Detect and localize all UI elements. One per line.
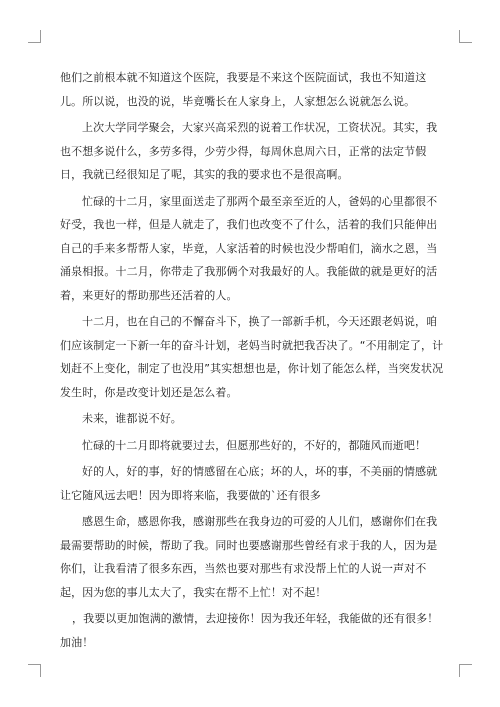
paragraph: 他们之前根本就不知道这个医院，我要是不来这个医院面试，我也不知道这儿。所以说，也没的说，毕竟嘴长在人家身上，人家想怎么说就怎么说。 — [60, 71, 427, 108]
paragraph: 未来，谁都说不好。 — [82, 412, 182, 425]
paragraph: 好的人，好的事，好的情感留在心底；坏的人，坏的事，不美丽的情感就让它随风远去吧！因为即将来临，我要做的`还有很多 — [60, 465, 438, 502]
paragraph: 上次大学同学聚会，大家兴高采烈的说着工作状况，工资状况。其实，我也不想多说什么，多劳多得，少劳少得，每周休息周六日，正常的法定节假日，我就已经很知足了呢，其实的我的要求也不是很高啊。 — [60, 121, 438, 181]
document-body — [60, 66, 444, 657]
paragraph: 忙碌的十二月即将就要过去，但愿那些好的，不好的，都随风而逝吧！ — [82, 438, 427, 452]
paragraph: 忙碌的十二月，家里面送走了那两个最至亲至近的人，爸妈的心里都很不好受，我也一样，但是人就走了，我们也改变不了什么，活着的我们只能伸出自己的手来多帮帮人家，毕竟，人家活着的时候也没少帮咱们，滴水之恩，当涌泉相报。十二月，你带走了我那俩个对我最好的人。我能做的就是更好的活着，来更好的帮助那些还活着的人。 — [60, 194, 438, 302]
crop-mark-top-right — [459, 30, 472, 43]
crop-mark-bottom-right — [459, 664, 472, 677]
paragraph: 十二月，也在自己的不懈奋斗下，换了一部新手机，今天还跟老妈说，咱们应该制定一下新一年的奋斗计划，老妈当时就把我否决了。“不用制定了，计划赶不上变化，制定了也没用”其实想想也是，你计划了能怎么样，当突发状况发生时，你是改变计划还是怎么着。 — [60, 315, 444, 399]
crop-mark-top-left — [28, 30, 41, 43]
paragraph: 感恩生命，感恩你我，感谢那些在我身边的可爱的人儿们，感谢你们在我最需要帮助的时候，帮助了我。同时也要感谢那些曾经有求于我的人，因为是你们，让我看清了很多东西，当然也要对那些有求没帮上忙的人说一声对不起，因为您的事儿太大了，我实在帮不上忙！对不起！ — [60, 515, 438, 599]
crop-mark-bottom-left — [28, 664, 41, 677]
paragraph: ，我要以更加饱满的激情，去迎接你！因为我还年轻，我能做的还有很多！加油！ — [60, 612, 439, 649]
